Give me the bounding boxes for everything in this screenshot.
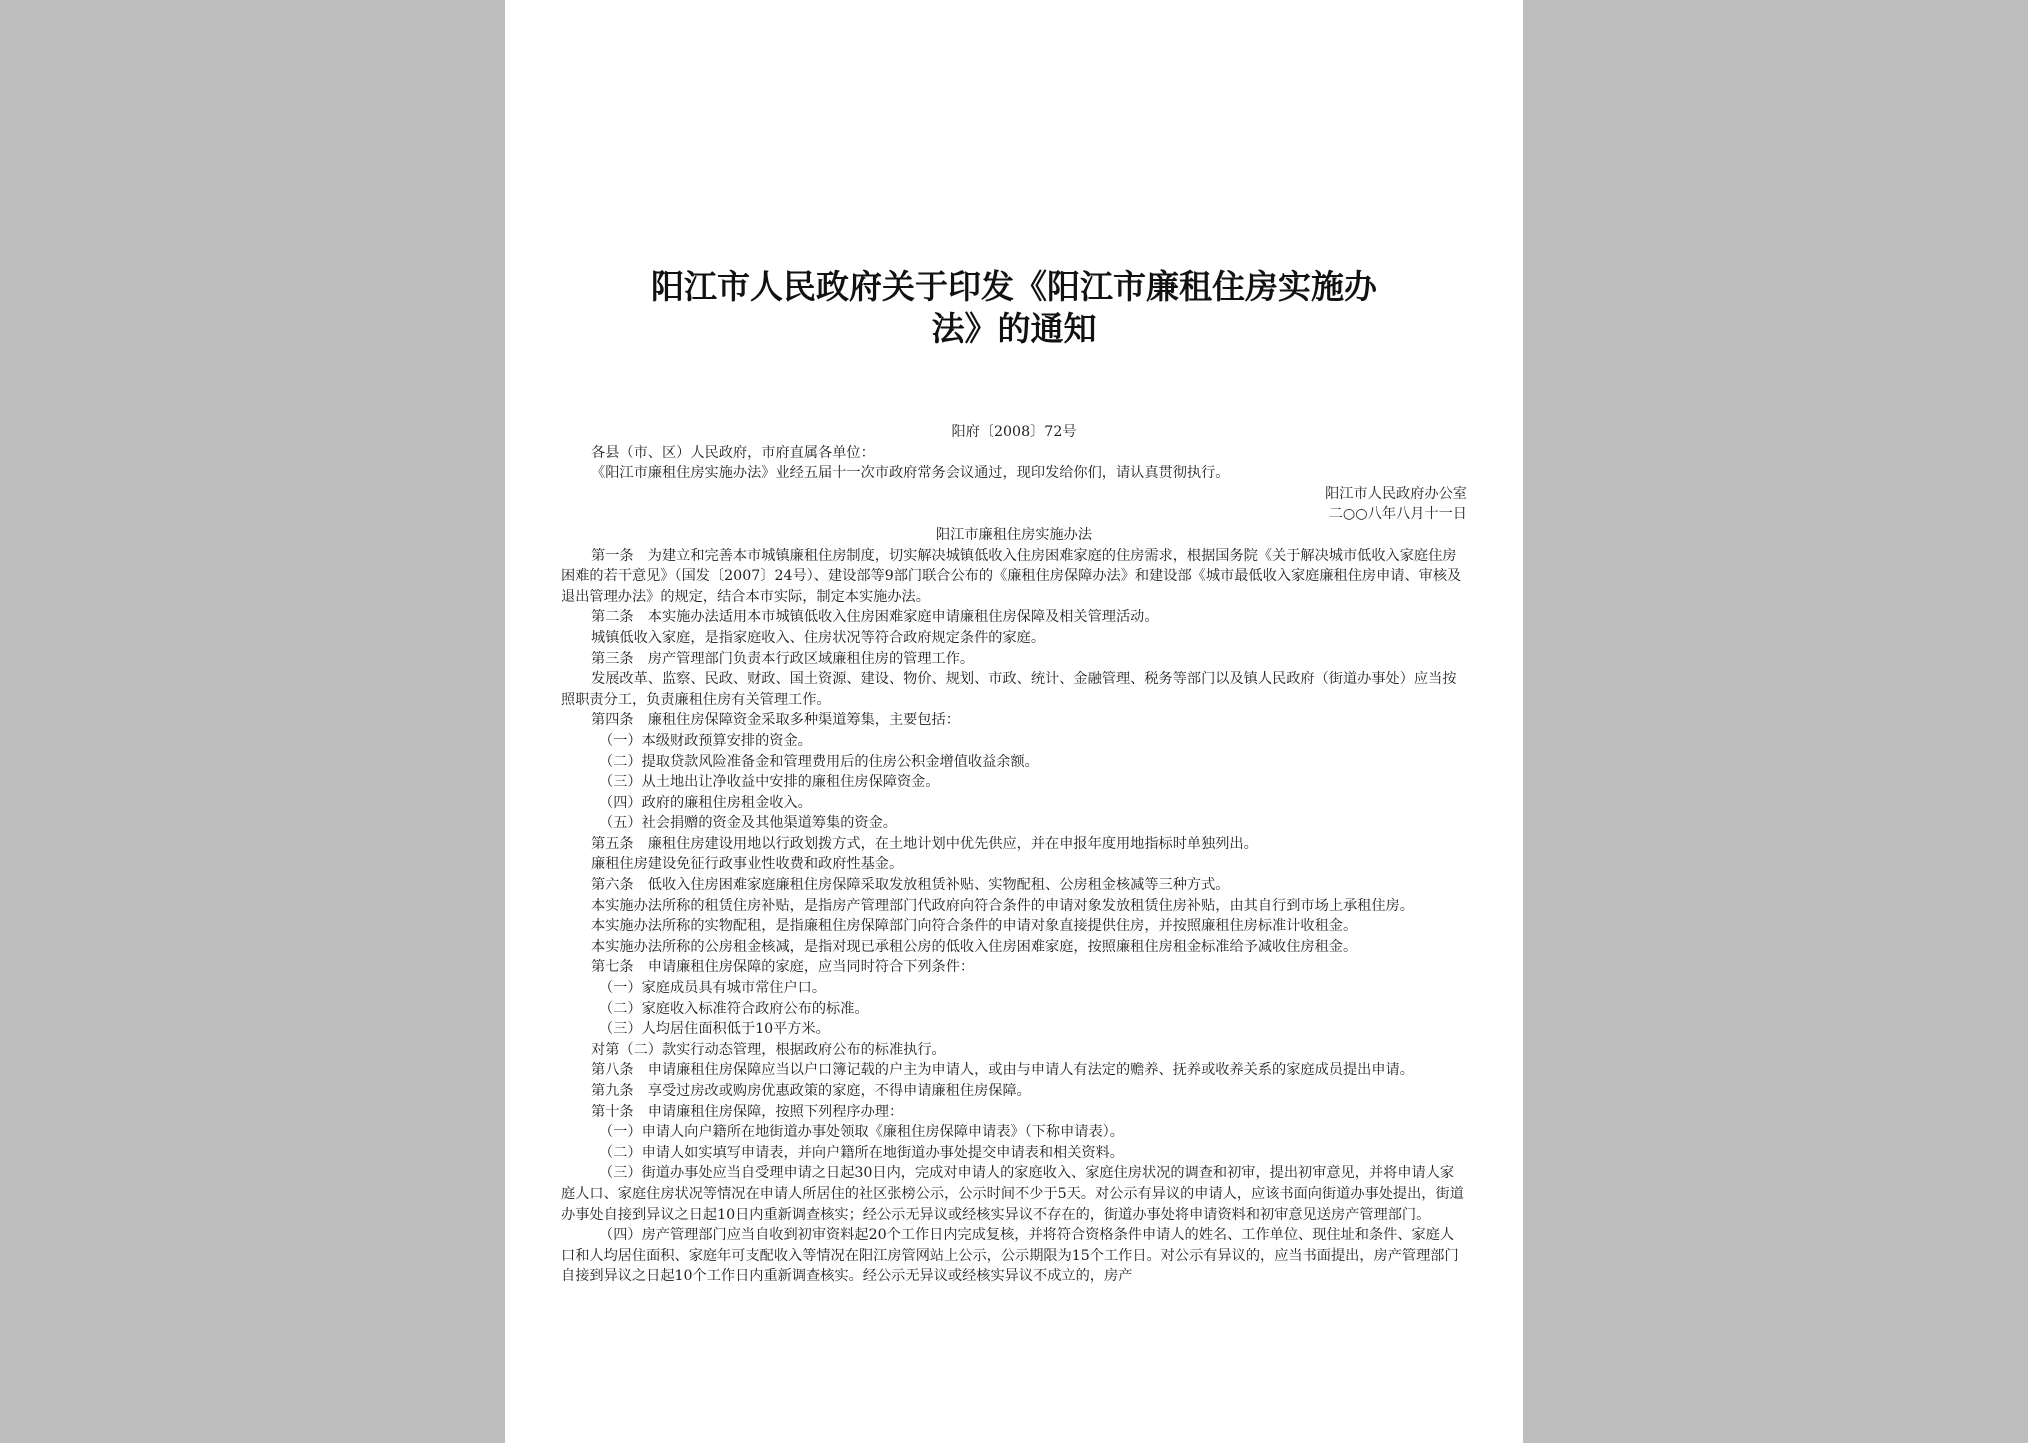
issuer: 阳江市人民政府办公室 xyxy=(1325,485,1467,502)
paragraph: 第四条 廉租住房保障资金采取多种渠道筹集，主要包括： xyxy=(591,712,960,729)
paragraph: （一）本级财政预算安排的资金。 xyxy=(599,732,812,749)
paragraph: 本实施办法所称的实物配租，是指廉租住房保障部门向符合条件的申请对象直接提供住房，并按照廉租住房标准计收租金。 xyxy=(591,918,1358,935)
paragraph: 本实施办法所称的租赁住房补贴，是指房产管理部门代政府向符合条件的申请对象发放租赁住房补贴，由其自行到市场上承租住房。 xyxy=(591,897,1414,914)
notice-text: 《阳江市廉租住房实施办法》业经五届十一次市政府常务会议通过，现印发给你们，请认真贯彻执行。 xyxy=(591,465,1230,482)
paragraph: （五）社会捐赠的资金及其他渠道筹集的资金。 xyxy=(599,815,897,832)
paragraph: （四）政府的廉租住房租金收入。 xyxy=(599,794,812,811)
paragraph: 第九条 享受过房改或购房优惠政策的家庭，不得申请廉租住房保障。 xyxy=(591,1083,1031,1099)
paragraph: （二）家庭收入标准符合政府公布的标准。 xyxy=(599,1000,869,1017)
paragraph: 第八条 申请廉租住房保障应当以户口簿记载的户主为申请人，或由与申请人有法定的赡养、抚养或收养关系的家庭成员提出申请。 xyxy=(591,1062,1414,1079)
issue-date: 二○○八年八月十一日 xyxy=(1328,506,1467,523)
paragraph: 第五条 廉租住房建设用地以行政划拨方式，在土地计划中优先供应，并在申报年度用地指标时单独列出。 xyxy=(591,835,1258,852)
paragraph: 城镇低收入家庭，是指家庭收入、住房状况等符合政府规定条件的家庭。 xyxy=(591,629,1046,646)
measures-title: 阳江市廉租住房实施办法 xyxy=(935,526,1093,543)
paragraph: 对第（二）款实行动态管理，根据政府公布的标准执行。 xyxy=(591,1041,946,1058)
addressee: 各县（市、区）人民政府，市府直属各单位： xyxy=(591,444,875,461)
doc-number: 阳府〔2008〕72号 xyxy=(951,424,1077,440)
paragraph: （一）申请人向户籍所在地街道办事处领取《廉租住房保障申请表》（下称申请表）。 xyxy=(599,1124,1124,1141)
paragraph: 第二条 本实施办法适用本市城镇低收入住房困难家庭申请廉租住房保障及相关管理活动。 xyxy=(591,609,1159,626)
title-line-1: 阳江市人民政府关于印发《阳江市廉租住房实施办 xyxy=(651,267,1377,306)
title-line-2: 法》的通知 xyxy=(931,309,1097,348)
paragraph: 第十条 申请廉租住房保障，按照下列程序办理： xyxy=(591,1103,904,1120)
paragraph: （一）家庭成员具有城市常住户口。 xyxy=(599,980,827,997)
paragraph: 发展改革、监察、民政、财政、国土资源、建设、物价、规划、市政、统计、金融管理、税务等部门以及镇人民政府（街道办事处）应当按照职责分工，负责廉租住房有关管理工作。 xyxy=(561,671,1457,708)
paragraph: 第三条 房产管理部门负责本行政区域廉租住房的管理工作。 xyxy=(591,650,975,667)
paragraph: 第六条 低收入住房困难家庭廉租住房保障采取发放租赁补贴、实物配租、公房租金核减等三种方式。 xyxy=(591,877,1230,894)
paragraph: 廉租住房建设免征行政事业性收费和政府性基金。 xyxy=(591,856,904,873)
document-page xyxy=(505,0,1523,1443)
paragraph: （三）街道办事处应当自受理申请之日起30日内，完成对申请人的家庭收入、家庭住房状况的调查和初审，提出初审意见，并将申请人家庭人口、家庭住房状况等情况在申请人所居住的社区张榜公示，公示时间不少于5天。对公示有异议的申请人，应该书面向街道办事处提出，街道办事处自接到异议之日起10日内重新调查核实；经公示无异议或经核实异议不存在的，街道办事处将申请资料和初审意见送房产管理部门。 xyxy=(561,1165,1464,1223)
paragraph: （三）人均居住面积低于10平方米。 xyxy=(599,1021,830,1038)
paragraph: 本实施办法所称的公房租金核减，是指对现已承租公房的低收入住房困难家庭，按照廉租住房租金标准给予减收住房租金。 xyxy=(591,938,1358,955)
paragraph: 第七条 申请廉租住房保障的家庭，应当同时符合下列条件： xyxy=(591,959,975,976)
paragraph: （四）房产管理部门应当自收到初审资料起20个工作日内完成复核，并将符合资格条件申请人的姓名、工作单位、现住址和条件、家庭人口和人均居住面积、家庭年可支配收入等情况在阳江房管网站上公示，公示期限为15个工作日。对公示有异议的，应当书面提出，房产管理部门自接到异议之日起10个工作日内重新调查核实。经公示无异议或经核实异议不成立的，房产 xyxy=(561,1227,1459,1285)
paragraph: （三）从土地出让净收益中安排的廉租住房保障资金。 xyxy=(599,774,940,791)
paragraph: 第一条 为建立和完善本市城镇廉租住房制度，切实解决城镇低收入住房困难家庭的住房需求，根据国务院《关于解决城市低收入家庭住房困难的若干意见》（国发〔2007〕24号）、建设部等9部门联合公布的《廉租住房保障办法》和建设部《城市最低收入家庭廉租住房申请、审核及退出管理办法》的规定，结合本市实际，制定本实施办法。 xyxy=(561,547,1462,605)
document-body xyxy=(561,422,1467,1287)
paragraph: （二）提取贷款风险准备金和管理费用后的住房公积金增值收益余额。 xyxy=(599,753,1039,770)
document-title xyxy=(561,266,1467,350)
paragraph: （二）申请人如实填写申请表，并向户籍所在地街道办事处提交申请表和相关资料。 xyxy=(599,1144,1124,1161)
